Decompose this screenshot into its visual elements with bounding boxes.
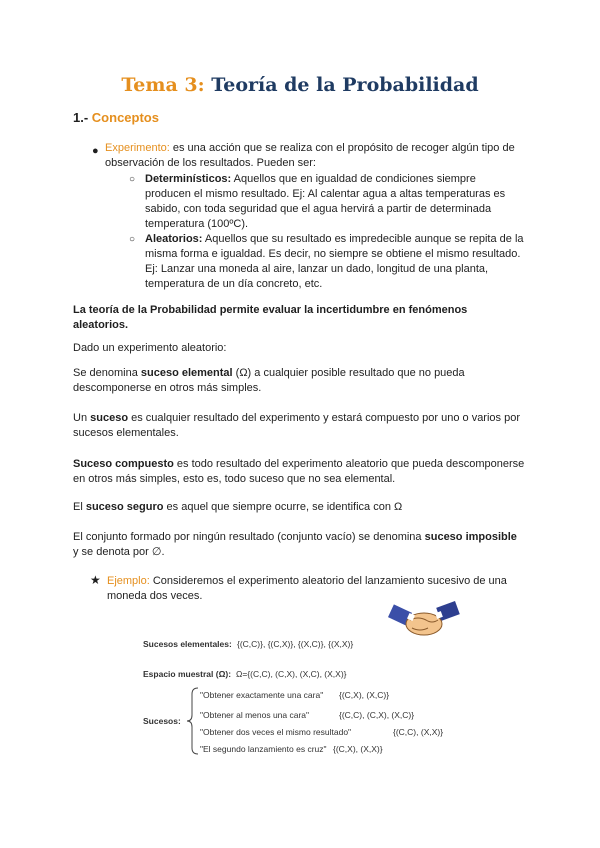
- ejemplo-line2: moneda dos veces.: [107, 590, 203, 602]
- experimento-line2: observación de los resultados. Pueden ser:: [105, 157, 316, 169]
- suceso-row-desc: "Obtener al menos una cara": [200, 710, 310, 720]
- suceso-row-desc: "Obtener exactamente una cara": [200, 690, 324, 700]
- seguro-term: suceso seguro: [85, 501, 164, 513]
- imposible-line2: y se denota por ∅.: [73, 546, 165, 558]
- circle-bullet-icon: ○: [129, 174, 136, 185]
- deterministicos-line1: [145, 172, 476, 187]
- compuesto-line1: [73, 457, 524, 472]
- elemental-term: suceso elemental: [140, 367, 233, 379]
- espacio-label: [143, 669, 231, 679]
- espacio-value: Ω={(C,C), (C,X), (X,C), (X,X)}: [236, 669, 347, 679]
- ejemplo-term: Ejemplo:: [107, 575, 150, 587]
- section-heading: [73, 110, 159, 125]
- aleatorios-text1: Aquellos que su resultado es impredecible aunque se repita de la: [204, 233, 524, 245]
- suceso-row-set: {(C,X), (X,C)}: [339, 690, 390, 700]
- suceso-post: es cualquier resultado del experimento y estará compuesto por uno o varios por: [128, 412, 520, 424]
- sucesos-label: [143, 716, 181, 726]
- deterministicos-line4: temperatura (100ºC).: [145, 218, 249, 230]
- ejemplo-line1: [107, 574, 507, 589]
- dado-paragraph: Dado un experimento aleatorio:: [73, 342, 227, 354]
- title-prefix: Tema 3:: [121, 74, 205, 96]
- aleatorios-line3: Ej: Lanzar una moneda al aire, lanzar un dado, longitud de una planta,: [145, 263, 489, 275]
- experimento-term: Experimento:: [105, 142, 170, 154]
- espacio-label-text: Espacio muestral (Ω):: [143, 669, 232, 679]
- elemental-line1: [73, 366, 465, 381]
- experimento-line1: es una acción que se realiza con el propósito de recoger algún tipo de: [172, 142, 515, 154]
- suceso-row-desc: "El segundo lanzamiento es cruz": [200, 744, 327, 754]
- aleatorios-term: Aleatorios:: [145, 233, 203, 245]
- suceso-line1: [73, 411, 520, 426]
- compuesto-term: Suceso compuesto: [73, 458, 174, 470]
- circle-bullet-icon: ○: [129, 234, 136, 245]
- page-title: [0, 74, 600, 96]
- brace-icon: [186, 686, 200, 756]
- elementales-label: [143, 639, 232, 649]
- teoria-line2: aleatorios.: [73, 319, 129, 331]
- bullet-dot-icon: ●: [92, 145, 99, 157]
- imposible-term: suceso imposible: [424, 531, 517, 543]
- elemental-pre: Se denomina: [73, 367, 141, 379]
- seguro-paragraph: [73, 500, 402, 515]
- deterministicos-line2: producen el mismo resultado. Ej: Al calentar agua a altas temperaturas es: [145, 188, 506, 200]
- deterministicos-line3: sabido, con toda seguridad que el agua hervirá a partir de determinada: [145, 203, 492, 215]
- experimento-paragraph: [105, 141, 555, 156]
- seguro-post: es aquel que siempre ocurre, se identifica con Ω: [163, 501, 403, 513]
- suceso-row-desc: "Obtener dos veces el mismo resultado": [200, 727, 352, 737]
- deterministicos-term: Determinísticos:: [145, 173, 232, 185]
- title-main: Teoría de la Probabilidad: [211, 74, 479, 96]
- aleatorios-line1: [145, 232, 524, 247]
- star-bullet-icon: ★: [90, 573, 101, 587]
- suceso-row-set: {(C,X), (X,X)}: [333, 744, 383, 754]
- sucesos-label-text: Sucesos:: [143, 716, 181, 726]
- section-label: Conceptos: [91, 110, 159, 125]
- aleatorios-line2: misma forma e igualdad. Es decir, no siempre se obtiene el mismo resultado.: [145, 248, 521, 260]
- elementales-label-text: Sucesos elementales:: [143, 639, 232, 649]
- suceso-pre: Un: [73, 412, 91, 424]
- compuesto-post: es todo resultado del experimento aleatorio que pueda descomponerse: [173, 458, 525, 470]
- deterministicos-text1: Aquellos que en igualdad de condiciones siempre: [233, 173, 476, 185]
- teoria-line1: La teoría de la Probabilidad permite evaluar la incertidumbre en fenómenos: [73, 304, 468, 316]
- elementales-value: {(C,C)}, {(C,X)}, {(X,C)}, {(X,X)}: [237, 639, 354, 649]
- ejemplo-post: Consideremos el experimento aleatorio del lanzamiento sucesivo de una: [149, 575, 507, 587]
- elemental-post: (Ω) a cualquier posible resultado que no pueda: [232, 367, 465, 379]
- imposible-line1: [73, 530, 517, 545]
- imposible-pre: El conjunto formado por ningún resultado (conjunto vacío) se denomina: [73, 531, 425, 543]
- suceso-row-set: {(C,C), (X,X)}: [393, 727, 444, 737]
- elemental-line2: descomponerse en otros más simples.: [73, 382, 262, 394]
- compuesto-line2: en otros más simples, esto es, todo suceso que no sea elemental.: [73, 473, 396, 485]
- handshake-icon: [388, 598, 460, 646]
- suceso-line2: sucesos elementales.: [73, 427, 179, 439]
- section-number: 1.-: [73, 110, 89, 125]
- suceso-row-set: {(C,C), (C,X), (X,C)}: [339, 710, 415, 720]
- seguro-pre: El: [73, 501, 86, 513]
- aleatorios-line4: temperatura de un día concreto, etc.: [145, 278, 323, 290]
- suceso-term: suceso: [90, 412, 129, 424]
